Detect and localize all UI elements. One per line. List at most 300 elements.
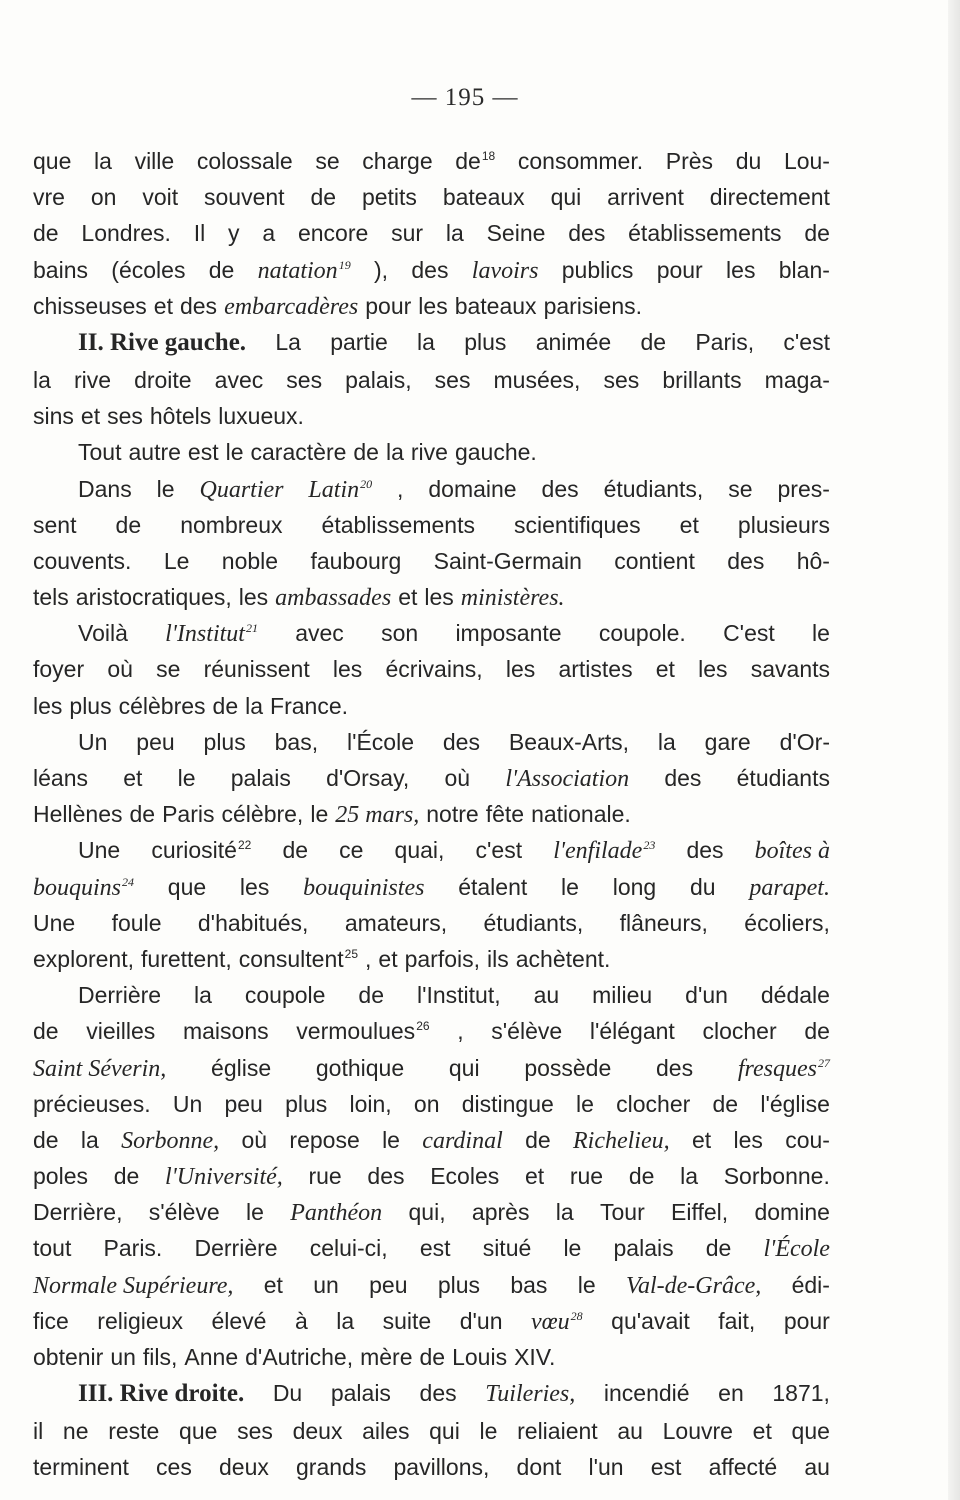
text-line <box>33 620 830 656</box>
footnote-marker: 26 <box>416 1019 430 1034</box>
word: gauche. <box>454 439 537 466</box>
word: pour <box>783 1307 830 1334</box>
word: Val-de-Grâce, <box>625 1272 762 1299</box>
word: étudiants, <box>483 909 584 936</box>
word: au <box>533 982 560 1009</box>
text-line <box>33 801 830 837</box>
word: Paris, <box>695 328 755 355</box>
word: et <box>263 1271 283 1298</box>
word: l'enfilade$^{23}$ <box>553 838 656 865</box>
page-edge <box>948 0 960 1500</box>
word: étudiants, <box>603 475 704 502</box>
word: fice <box>33 1307 69 1334</box>
word: du <box>735 148 762 174</box>
word: bateaux <box>442 184 525 211</box>
word: après <box>471 1199 530 1226</box>
word: animée <box>535 328 612 355</box>
word: scientifiques <box>514 511 641 538</box>
word: des <box>419 1380 457 1407</box>
word: coupole <box>244 982 326 1009</box>
word: la <box>245 692 264 719</box>
text-line <box>33 1308 830 1344</box>
word: nationale. <box>531 801 631 828</box>
word: pour <box>365 292 412 319</box>
word: grands <box>296 1454 367 1481</box>
word: les <box>239 873 270 900</box>
word: vœu$^{28}$ <box>531 1308 583 1335</box>
word: mère <box>360 1344 413 1370</box>
word: des <box>568 220 606 247</box>
word: parisiens. <box>543 292 642 319</box>
footnote-marker: 19 <box>338 257 351 272</box>
word: les <box>332 656 363 683</box>
word: Voilà <box>78 620 128 647</box>
word: Londres. <box>81 220 171 247</box>
word: religieux <box>97 1307 183 1334</box>
word: de <box>353 439 379 466</box>
word: le <box>310 801 329 828</box>
footnote-marker: 20 <box>360 476 373 491</box>
word: de <box>33 1126 59 1153</box>
word: long <box>612 873 657 900</box>
word: coupole. <box>598 620 686 647</box>
text-line <box>33 1055 830 1091</box>
word: Sorbonne, <box>121 1127 220 1154</box>
word: de <box>212 692 239 719</box>
word: l'Association <box>505 766 630 792</box>
word: qui <box>448 1054 480 1081</box>
word: des <box>179 292 218 319</box>
footnote-marker: 28 <box>570 1308 583 1323</box>
word: avec <box>295 620 344 647</box>
text-line <box>33 982 830 1018</box>
text-line <box>33 1127 830 1163</box>
word: un <box>313 1271 339 1298</box>
word: amateurs, <box>344 909 448 936</box>
word: que <box>179 1418 218 1445</box>
word: publics <box>561 256 634 283</box>
word: ses <box>286 366 323 393</box>
section-heading: III. Rive droite. <box>78 1380 245 1408</box>
word: fils, <box>142 1344 178 1370</box>
word: qu'avait <box>611 1307 690 1334</box>
text-line <box>33 693 830 729</box>
word: l'Institut, <box>416 982 501 1009</box>
word: rive <box>73 366 112 393</box>
word: Anne <box>184 1344 239 1370</box>
word: est <box>650 1454 682 1481</box>
word: et <box>378 945 398 972</box>
word: ambassades <box>275 585 392 612</box>
word: d'habitués, <box>197 909 309 936</box>
word: Dans <box>78 475 132 502</box>
word: noble <box>221 547 279 574</box>
word: vre <box>33 184 65 211</box>
word: Une <box>33 909 76 936</box>
text-line <box>33 1272 830 1308</box>
word: la <box>94 148 112 174</box>
text-line <box>33 1344 830 1380</box>
text-line <box>33 1235 830 1271</box>
word: Le <box>163 547 190 574</box>
text-line <box>33 367 830 403</box>
word: ne <box>62 1418 89 1445</box>
word: natation$^{19}$ <box>257 257 351 284</box>
word: suite <box>382 1307 432 1334</box>
word: bateaux <box>454 292 537 319</box>
word: les <box>733 1126 763 1153</box>
text-line <box>33 148 830 184</box>
word: milieu <box>592 982 653 1009</box>
word: les <box>726 256 756 283</box>
word: des <box>541 475 579 502</box>
word: la <box>657 728 676 755</box>
word: couvents. <box>33 547 132 574</box>
word: que <box>167 873 207 900</box>
word: étudiants <box>736 765 830 791</box>
footnote-marker: 27 <box>817 1055 830 1070</box>
word: l'École <box>346 728 415 755</box>
word: (écoles <box>111 256 186 283</box>
word: léans <box>33 765 88 791</box>
word: de <box>208 256 235 283</box>
word: célèbre, <box>221 801 304 828</box>
word: contient <box>614 547 695 574</box>
word: palais <box>230 765 291 791</box>
word: du <box>689 873 716 900</box>
word: ses <box>237 1418 273 1445</box>
word: lavoirs <box>471 257 539 284</box>
word: Seine <box>486 220 546 247</box>
word: le <box>479 1418 498 1445</box>
text-line <box>33 184 830 220</box>
text-line <box>33 293 830 329</box>
text-line <box>33 1380 830 1418</box>
word: faubourg <box>310 547 402 574</box>
text-line <box>33 910 830 946</box>
word: rue <box>569 1163 604 1190</box>
word: plus <box>437 1271 481 1298</box>
word: ailes <box>362 1418 410 1445</box>
word: Derrière <box>194 1235 278 1262</box>
word: et <box>655 656 675 683</box>
word: des <box>656 1054 694 1081</box>
word: et <box>524 1163 545 1190</box>
word: souvent <box>204 184 285 211</box>
footnote-marker: 22 <box>237 838 252 853</box>
word: droite <box>134 366 192 393</box>
word: fait, <box>718 1307 756 1334</box>
word: est <box>187 439 219 466</box>
word: qui, <box>408 1199 446 1226</box>
word: domine <box>754 1199 830 1226</box>
word: est <box>419 1235 451 1262</box>
word: obtenir <box>33 1344 104 1370</box>
word: Saint Séverin, <box>33 1055 167 1082</box>
word: Du <box>272 1380 303 1407</box>
word: de <box>628 1163 655 1190</box>
word: encore <box>297 220 369 247</box>
word: et <box>153 292 173 319</box>
word: les <box>505 656 536 683</box>
word: incendié <box>603 1380 690 1407</box>
word: possède <box>524 1054 612 1081</box>
word: plus <box>464 328 507 355</box>
word: les <box>424 584 454 611</box>
word: d'un <box>459 1307 503 1334</box>
word: de <box>310 184 337 211</box>
word: Louis <box>452 1344 508 1370</box>
word: poles <box>33 1163 88 1190</box>
word: de <box>115 511 142 538</box>
word: Louvre <box>662 1418 733 1445</box>
word: et <box>752 1418 772 1445</box>
word: charge <box>362 148 433 174</box>
word: consultent$^{25}$ <box>238 945 359 972</box>
word: La <box>275 328 301 355</box>
word: Tuileries, <box>485 1381 576 1408</box>
word: Panthéon <box>290 1200 383 1227</box>
word: s'élève <box>491 1018 563 1045</box>
word: musées, <box>493 366 581 393</box>
word: de <box>113 1163 140 1190</box>
word: maisons <box>182 1018 269 1045</box>
footnote-marker: 21 <box>245 621 258 636</box>
word: ce <box>339 837 364 864</box>
word: de <box>525 1126 551 1153</box>
word: on <box>413 1090 440 1117</box>
word: ses <box>434 366 471 393</box>
word: Ecoles <box>430 1163 500 1190</box>
word: le <box>576 1090 594 1117</box>
text-line <box>33 946 830 982</box>
word: des <box>664 765 702 791</box>
word: établissements <box>321 511 475 538</box>
word: C'est <box>723 620 775 647</box>
word: tout <box>33 1235 72 1262</box>
word: rive <box>410 439 448 466</box>
word: bouquinistes <box>303 874 425 901</box>
word: y <box>228 220 240 247</box>
word: Tout <box>78 439 122 466</box>
word: de <box>33 1018 59 1045</box>
word: blan- <box>778 256 830 283</box>
word: édi- <box>791 1271 830 1298</box>
text-line <box>33 1199 830 1235</box>
word: domaine <box>428 475 517 502</box>
word: plusieurs <box>737 511 830 538</box>
word: gare <box>704 728 751 755</box>
text-line <box>33 837 830 873</box>
word: la <box>80 1126 99 1153</box>
word: Un <box>78 728 108 755</box>
word: , <box>397 475 404 502</box>
text-line <box>33 729 830 765</box>
word: se <box>315 148 340 174</box>
word: a <box>262 220 276 247</box>
word: le <box>156 475 175 502</box>
word: fresques$^{27}$ <box>737 1055 830 1082</box>
word: brillants <box>662 366 742 393</box>
word: Derrière, <box>33 1199 123 1226</box>
word: l'Université, <box>164 1164 283 1191</box>
word: , <box>457 1018 464 1045</box>
footnote-marker: 18 <box>481 149 496 163</box>
word: la <box>33 366 51 393</box>
word: quai, <box>394 837 445 864</box>
word: les <box>698 656 728 683</box>
word: des <box>727 547 765 574</box>
word: gothique <box>315 1054 405 1081</box>
word: 1871, <box>772 1380 830 1407</box>
word: furettent, <box>141 945 232 972</box>
word: palais <box>613 1235 674 1262</box>
word: dont <box>516 1454 562 1481</box>
word: de <box>33 220 59 247</box>
word: XIV. <box>514 1344 556 1370</box>
word: deux <box>292 1418 343 1445</box>
word: hô- <box>796 547 830 574</box>
word: ils <box>487 945 509 972</box>
word: des <box>686 837 724 864</box>
word: Une <box>78 837 121 864</box>
word: et <box>123 765 143 791</box>
word: de <box>358 982 385 1009</box>
word: les <box>238 584 269 611</box>
word: le <box>225 439 244 466</box>
word: cardinal <box>422 1127 503 1154</box>
word: explorent, <box>33 945 135 972</box>
word: fête <box>485 801 525 828</box>
word: avec <box>214 366 264 393</box>
word: qui <box>429 1418 460 1445</box>
word: distingue <box>461 1090 554 1117</box>
word: $de^{18}$ <box>455 148 496 174</box>
word: étalent <box>458 873 528 900</box>
word: les <box>33 692 63 719</box>
word: reliaient <box>517 1418 598 1445</box>
word: le <box>245 1199 264 1226</box>
word: peu <box>369 1271 408 1298</box>
word: la <box>336 1307 355 1334</box>
word: caractère <box>250 439 347 466</box>
word: Paris. <box>103 1235 163 1262</box>
word: petits <box>361 184 417 211</box>
word: imposante <box>455 620 562 647</box>
word: luxueux. <box>218 403 304 430</box>
word: tels <box>33 584 69 611</box>
word: colossale <box>196 148 293 174</box>
word: écrivains, <box>385 656 483 683</box>
word: consommer. <box>517 148 644 174</box>
word: clocher <box>702 1018 777 1045</box>
word: pres- <box>777 475 830 502</box>
word: le <box>177 765 196 791</box>
word: ville <box>134 148 175 174</box>
word: de <box>705 1235 732 1262</box>
word: foule <box>111 909 162 936</box>
word: s'élève <box>148 1199 220 1226</box>
word: ministères. <box>460 585 565 612</box>
word: l'Institut$^{21}$ <box>165 621 258 648</box>
word: sur <box>391 220 424 247</box>
word: les <box>418 292 448 319</box>
word: partie <box>330 328 388 355</box>
text-line <box>33 765 830 801</box>
word: de <box>129 801 156 828</box>
word: le <box>563 1235 582 1262</box>
page-number: — 195 — <box>411 84 519 111</box>
word: Lou- <box>783 148 830 174</box>
word: chisseuses <box>33 292 147 319</box>
word: église <box>211 1054 272 1081</box>
word: plus <box>285 1090 328 1117</box>
word: aristocratiques, <box>75 584 232 611</box>
word: c'est <box>783 328 830 355</box>
word: à <box>294 1307 308 1334</box>
word: affecté <box>708 1454 778 1481</box>
word: l'élégant <box>589 1018 675 1045</box>
text-line <box>33 1418 830 1454</box>
word: il <box>33 1418 44 1445</box>
word: réunissent <box>203 656 310 683</box>
text-line <box>33 1163 830 1199</box>
word: reste <box>108 1418 160 1445</box>
text-line <box>33 403 830 439</box>
word: et <box>398 584 418 611</box>
word: Richelieu, <box>572 1127 670 1154</box>
word: maga- <box>764 366 830 393</box>
word: le <box>561 873 579 900</box>
word: Sorbonne. <box>723 1163 830 1190</box>
word: que <box>791 1418 830 1445</box>
text-line <box>33 512 830 548</box>
word: Un <box>172 1090 203 1117</box>
text-line <box>33 476 830 512</box>
word: d'Autriche, <box>245 1344 354 1370</box>
word: établissements <box>628 220 782 247</box>
word: bas, <box>274 728 319 755</box>
word: de <box>640 328 667 355</box>
word: d'Orsay, <box>326 765 410 791</box>
text-line <box>33 874 830 910</box>
word: de <box>282 837 309 864</box>
word: on <box>90 184 117 211</box>
word: écoliers, <box>744 909 830 936</box>
word: nombreux <box>180 511 283 538</box>
word: celui-ci, <box>309 1235 388 1262</box>
word: et <box>691 1126 712 1153</box>
word: des <box>442 728 480 755</box>
word: terminent <box>33 1454 129 1481</box>
word: de <box>804 220 830 247</box>
word: Derrière <box>78 982 162 1009</box>
footnote-marker: 23 <box>643 838 656 853</box>
word: ces <box>156 1454 192 1481</box>
word: curiosité$^{22}$ <box>151 837 252 864</box>
word: sent <box>33 511 77 538</box>
word: la <box>385 439 404 466</box>
word: pavillons, <box>393 1454 490 1481</box>
section-heading: II. Rive gauche. <box>78 328 247 356</box>
word: bas <box>510 1271 548 1298</box>
word: plus <box>203 728 246 755</box>
word: d'Or- <box>779 728 830 755</box>
word: que <box>33 148 72 174</box>
text-line <box>33 257 830 293</box>
text-line <box>33 584 830 620</box>
word: la <box>445 220 464 247</box>
